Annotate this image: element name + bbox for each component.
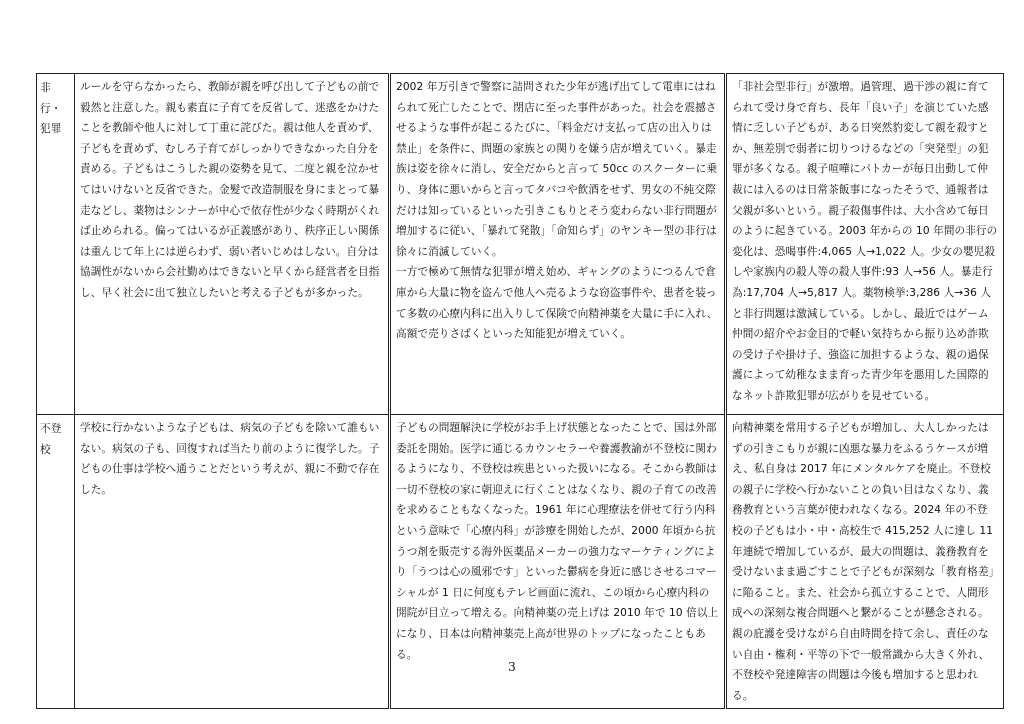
cell-past-era: 学校に行かないような子どもは、病気の子どもを除いて誰もいない。病気の子も、回復すれば当たり前のように復学した。子どもの仕事は学校へ通うことだという考えが、親に不動で存在した。 [75, 415, 390, 709]
cell-present-era: 「非社会型非行」が激増。過管理、過干渉の親に育てられて受け身で育ち、長年「良い子」を演じていた感情に乏しい子どもが、ある日突然豹変して親を殺すとか、無差別で弱者に切りつけるなどの「突発型」の犯罪が多くなる。親子喧嘩にパトカーが毎日出動して仲裁には入るのは日常茶飯事になったそうで、通報者は父親が多いという。親子殺傷事件は、大小含めて毎日のように起きている。2003 年からの 10 年間の非行の変化は、恐喝事件:4,065 人→1,022 人。少女の嬰児殺しや家族内の殺人等の殺人事件:93 人→56 人。暴走行為:17,704 人→5,817 人。薬物検挙:3,286 人→36 人と非行問題は激減している。しかし、最近ではゲーム仲間の紹介やお金目的で軽い気持ちから振り込め詐欺の受け子や掛け子、強盗に加担するような、親の過保護によって幼稚なまま育った青少年を悪用した国際的なネット詐欺犯罪が広がりを見せている。 [726, 74, 1004, 415]
cell-present-era: 向精神薬を常用する子どもが増加し、大人しかったはずの引きこもりが親に凶悪な暴力をふるうケースが増え、私自身は 2017 年にメンタルケアを廃止。不登校の親子に学校へ行かないことの負い目はなくなり、義務教育という言葉が使われなくなる。2024 年の不登校の子どもは小・中・高校生で 415,252 人に達し 11 年連続で増加しているが、最大の問題は、義務教育を受けないまま過ごすことで子どもが深刻な「教育格差」に陥ること。また、社会から孤立することで、人間形成への深刻な複合問題へと繋がることが懸念される。親の庇護を受けながら自由時間を持て余し、責任のない自由・権利・平等の下で一般常識から大きく外れ、不登校や発達障害の問題は今後も増加すると思われる。 [726, 415, 1004, 709]
row-label-delinquency: 非行・犯罪 [37, 74, 75, 415]
row-label-truancy: 不登校 [37, 415, 75, 709]
comparison-table [36, 73, 1004, 709]
page-number: 3 [508, 660, 516, 674]
table-row [37, 74, 1004, 415]
cell-middle-era: 2002 年万引きで警察に詰問された少年が逃げ出てして電車にはねられて死亡したことで、閉店に至った事件があった。社会を震撼させるような事件が起こるたびに、「料金だけ支払って店の出入りは禁止」を条件に、問題の家族との関りを嫌う店が増えていく。暴走族は姿を徐々に消し、安全だからと言って 50cc のスクーターに乗り、身体に悪いからと言ってタバコや飲酒をせず、男女の不純交際だけは知っているといった引きこもりとそう変わらない非行問題が増加するに従い、「暴れて発散」「命知らず」のヤンキー型の非行は徐々に消滅していく。 一方で極めて無情な犯罪が増え始め、ギャングのようにつるんで倉庫から大量に物を盗んで他人へ売るような窃盗事件や、患者を装って多数の心療内科に出入りして保険で向精神薬を大量に手に入れ、高額で売りさばくといった知能犯が増えていく。 [390, 74, 726, 415]
cell-past-era: ルールを守らなかったら、教師が親を呼び出して子どもの前で毅然と注意した。親も素直に子育てを反省して、迷惑をかけたことを教師や他人に対して丁重に詫びた。親は他人を責めず、子どもを責めず、むしろ子育てがしっかりできなかった自分を責める。子どもはこうした親の姿勢を見て、二度と親を泣かせてはいけないと反省できた。金髪で改造制服を身にまとって暴走などし、薬物はシンナーが中心で依存性が少なく時期がくれば止められる。偏ってはいるが正義感があり、秩序正しい関係は重んじて年上には逆らわず、弱い者いじめはしない。自分は協調性がないから会社勤めはできないと早くから経営者を目指し、早く社会に出て独立したいと考える子どもが多かった。 [75, 74, 390, 415]
cell-middle-era: 子どもの問題解決に学校がお手上げ状態となったことで、国は外部委託を開始。医学に通じるカウンセラーや養護教諭が不登校に関わるようになり、不登校は疾患といった扱いになる。そこから教師は一切不登校の家に朝迎えに行くことはなくなり、親の子育ての改善を求めることもなくなった。1961 年に心理療法を併せて行う内科という意味で「心療内科」が診療を開始したが、2000 年頃から抗うつ剤を販売する海外医薬品メーカーの強力なマーケティングにより「うつは心の風邪です」といった鬱病を身近に感じさせるコマーシャルが 1 日に何度もテレビ画面に流れ、この頃から心療内科の開院が目立って増える。向精神薬の売上げは 2010 年で 10 倍以上になり、日本は向精神薬売上高が世界のトップになったこともある。 [390, 415, 726, 709]
